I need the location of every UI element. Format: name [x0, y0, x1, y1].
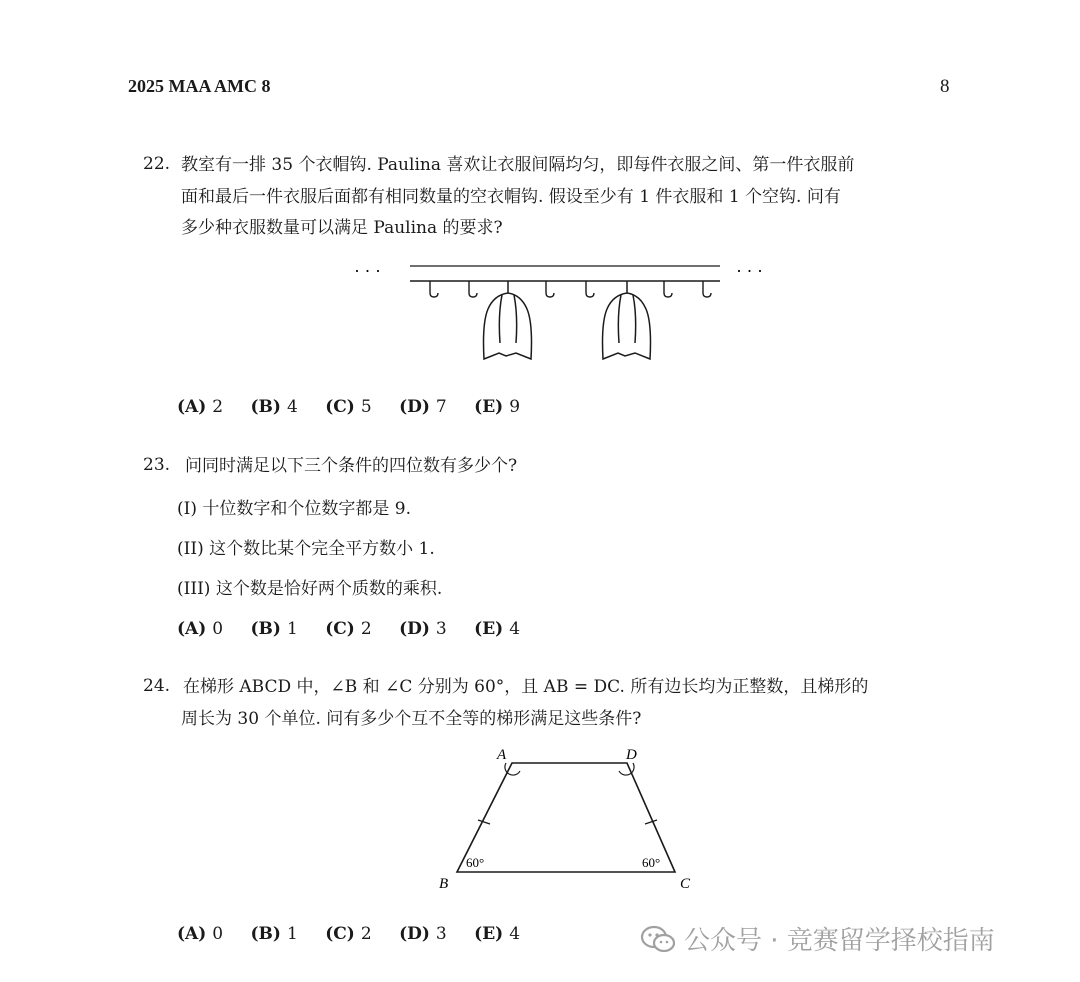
wechat-icon — [640, 924, 676, 954]
angle-b-label: 60° — [466, 855, 485, 870]
page-number: 8 — [940, 76, 950, 97]
hook — [586, 281, 594, 297]
q23-choice-e[interactable]: (E) 4 — [474, 619, 521, 639]
q23-choice-c[interactable]: (C) 2 — [325, 619, 372, 639]
angle-arc-a — [505, 763, 520, 775]
q22-choice-e[interactable]: (E) 9 — [474, 397, 521, 417]
hook — [430, 281, 438, 297]
vertex-b-label: B — [439, 876, 449, 892]
q22-choice-c[interactable]: (C) 5 — [325, 397, 372, 417]
q22-choice-b[interactable]: (B) 4 — [250, 397, 298, 417]
q23-choices — [177, 619, 542, 639]
vertex-a-label: A — [497, 747, 507, 763]
q24-line-1: 在梯形 ABCD 中，∠B 和 ∠C 分别为 60°，且 AB = DC. 所有边长均为正整数，且梯形的 — [183, 677, 869, 697]
q24-choice-a[interactable]: (A) 0 — [177, 924, 224, 944]
q24-choice-d[interactable]: (D) 3 — [399, 924, 447, 944]
q22-choices — [177, 397, 542, 417]
q22-line-2: 面和最后一件衣服后面都有相同数量的空衣帽钩. 假设至少有 1 件衣服和 1 个空钩. 问有 — [181, 187, 841, 207]
q23-choice-d[interactable]: (D) 3 — [399, 619, 447, 639]
trapezoid-figure — [430, 740, 700, 900]
q24-choices — [177, 924, 542, 944]
hook — [703, 281, 711, 297]
angle-c-label: 60° — [642, 855, 661, 870]
q24-line-2: 周长为 30 个单位. 问有多少个互不全等的梯形满足这些条件? — [181, 709, 642, 729]
q23-condition-1: (I) 十位数字和个位数字都是 9. — [177, 499, 412, 519]
coat-2 — [603, 281, 651, 359]
coat-hook-figure — [340, 255, 790, 375]
q23-line: 问同时满足以下三个条件的四位数有多少个? — [185, 456, 518, 476]
watermark — [640, 920, 995, 957]
coat-1 — [484, 281, 532, 359]
hook — [664, 281, 672, 297]
header-title: 2025 MAA AMC 8 — [128, 76, 271, 96]
q22-choice-a[interactable]: (A) 2 — [177, 397, 224, 417]
right-ellipsis: · · · — [736, 261, 763, 281]
q23-choice-a[interactable]: (A) 0 — [177, 619, 224, 639]
watermark-text: 公众号 · 竞赛留学择校指南 — [684, 926, 995, 956]
q23-condition-3: (III) 这个数是恰好两个质数的乘积. — [177, 579, 443, 599]
q22-number: 22. — [143, 154, 171, 174]
angle-arc-d — [619, 763, 634, 775]
left-ellipsis: · · · — [354, 261, 381, 281]
q22-line-1: 教室有一排 35 个衣帽钩. Paulina 喜欢让衣服间隔均匀，即每件衣服之间、第一件衣服前 — [181, 155, 855, 175]
q23-number: 23. — [143, 455, 171, 475]
q23-condition-2: (II) 这个数比某个完全平方数小 1. — [177, 539, 435, 559]
q23-choice-b[interactable]: (B) 1 — [250, 619, 298, 639]
q24-choice-b[interactable]: (B) 1 — [250, 924, 298, 944]
q22-line-3: 多少种衣服数量可以满足 Paulina 的要求? — [181, 218, 503, 238]
q24-number: 24. — [143, 676, 171, 696]
tick-dc — [645, 820, 657, 824]
vertex-d-label: D — [626, 747, 637, 763]
vertex-c-label: C — [680, 876, 691, 892]
q24-choice-c[interactable]: (C) 2 — [325, 924, 372, 944]
hook — [469, 281, 477, 297]
hook — [546, 281, 554, 297]
q24-choice-e[interactable]: (E) 4 — [474, 924, 521, 944]
tick-ab — [478, 820, 490, 824]
q22-choice-d[interactable]: (D) 7 — [399, 397, 447, 417]
hooks — [430, 281, 711, 297]
